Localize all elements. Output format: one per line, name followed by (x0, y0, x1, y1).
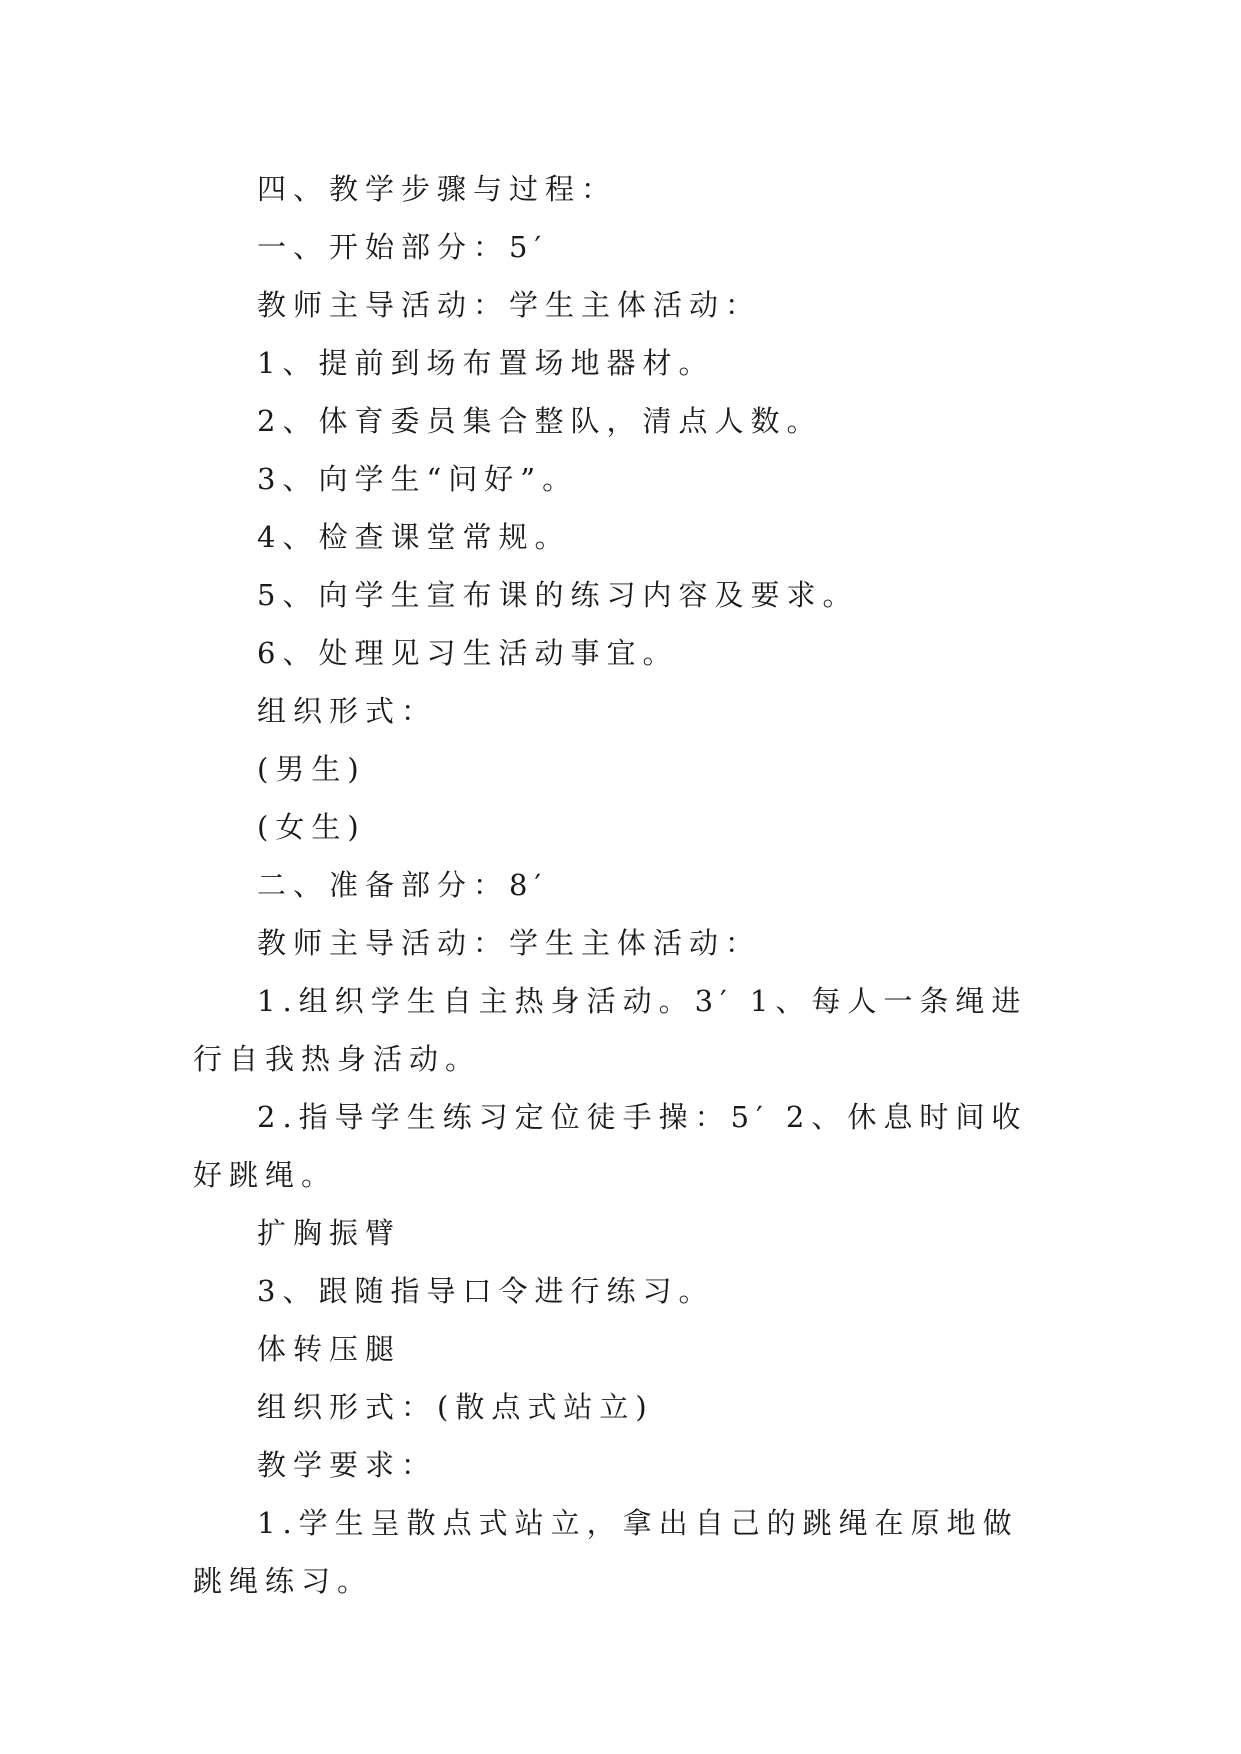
activity-header: 教师主导活动：学生主体活动： (257, 288, 762, 322)
group-label-girls: (女生) (257, 810, 366, 844)
list-item: 1、提前到场布置场地器材。 (257, 346, 715, 380)
list-item: 1.组织学生自主热身活动。3′ 1、每人一条绳进行自我热身活动。 (193, 984, 1028, 1076)
organization-form-label: 组织形式： (257, 694, 438, 728)
list-item: 3、跟随指导口令进行练习。 (257, 1274, 715, 1308)
group-label-boys: (男生) (257, 752, 366, 786)
list-item: 2、体育委员集合整队，清点人数。 (257, 404, 823, 438)
teaching-requirements-label: 教学要求： (257, 1448, 438, 1482)
list-item: 6、处理见习生活动事宜。 (257, 636, 679, 670)
section-heading-teaching-steps: 四、教学步骤与过程： (257, 172, 618, 206)
exercise-name: 体转压腿 (257, 1332, 402, 1366)
organization-form-label: 组织形式：(散点式站立) (257, 1390, 654, 1424)
list-item: 3、向学生“问好”。 (257, 462, 579, 496)
section-heading-opening-part: 一、开始部分：5′ (257, 230, 549, 264)
list-item: 2.指导学生练习定位徒手操：5′ 2、休息时间收好跳绳。 (193, 1100, 1028, 1192)
list-item: 5、向学生宣布课的练习内容及要求。 (257, 578, 859, 612)
activity-header: 教师主导活动：学生主体活动： (257, 926, 762, 960)
document-body (193, 160, 1053, 1610)
exercise-name: 扩胸振臂 (257, 1216, 402, 1250)
list-item: 4、检查课堂常规。 (257, 520, 571, 554)
section-heading-preparation-part: 二、准备部分：8′ (257, 868, 549, 902)
list-item: 1.学生呈散点式站立，拿出自己的跳绳在原地做跳绳练习。 (193, 1506, 1019, 1598)
